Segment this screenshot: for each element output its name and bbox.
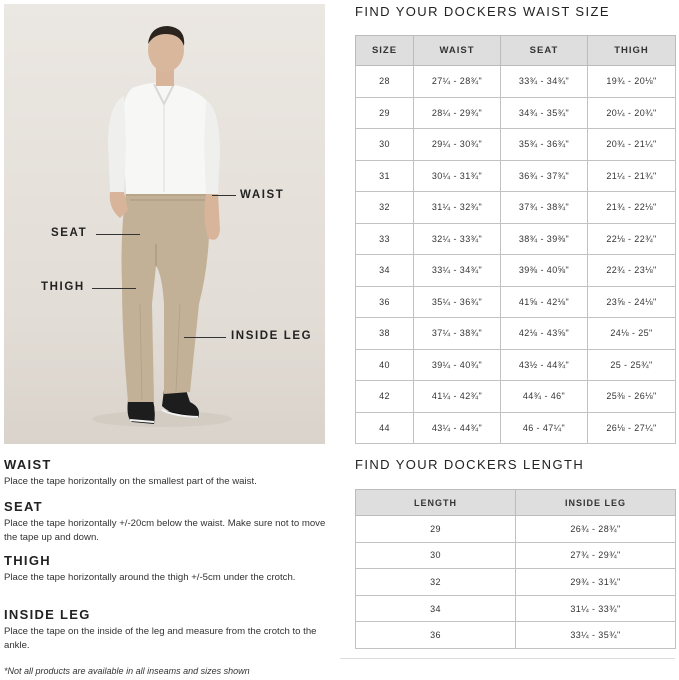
instruction-text: Place the tape on the inside of the leg and measure from the crotch to the ankle. — [4, 626, 317, 651]
table-cell: 31 — [356, 160, 414, 192]
table-cell: 40 — [356, 349, 414, 381]
length-title: FIND YOUR DOCKERS LENGTH — [355, 457, 585, 472]
table-cell: 41⅝ - 42⅛" — [501, 286, 588, 318]
table-row — [356, 349, 676, 381]
inside-leg-instruction — [4, 607, 326, 653]
table-cell: 31¼ - 33¾" — [516, 595, 676, 622]
instruction-title: WAIST — [4, 457, 52, 472]
table-cell: 21¾ - 22⅛" — [588, 192, 676, 224]
instruction-title: INSIDE LEG — [4, 607, 91, 622]
table-cell: 26¾ - 28¾" — [516, 516, 676, 543]
table-cell: 23⅝ - 24⅛" — [588, 286, 676, 318]
table-row — [356, 66, 676, 98]
instruction-text: Place the tape horizontally around the thigh +/-5cm under the crotch. — [4, 572, 296, 583]
table-cell: 32 — [356, 192, 414, 224]
table-header-row — [356, 36, 676, 66]
table-row — [356, 516, 676, 543]
table-cell: 35¾ - 36¾" — [501, 129, 588, 161]
table-cell: 25⅜ - 26⅛" — [588, 381, 676, 413]
footnote: *Not all products are available in all inseams and sizes shown — [4, 666, 250, 676]
table-row — [356, 286, 676, 318]
model-illustration — [4, 4, 325, 444]
table-cell: 43¼ - 44¾" — [414, 412, 501, 444]
table-cell: 31¼ - 32¾" — [414, 192, 501, 224]
seat-marker-label: SEAT — [51, 227, 88, 239]
table-cell: 37¾ - 38¾" — [501, 192, 588, 224]
column-header: WAIST — [414, 36, 501, 66]
table-cell: 30¼ - 31¾" — [414, 160, 501, 192]
table-cell: 37¼ - 38¾" — [414, 318, 501, 350]
waist-size-title: FIND YOUR DOCKERS WAIST SIZE — [355, 4, 610, 19]
table-row — [356, 622, 676, 649]
table-row — [356, 542, 676, 569]
table-row — [356, 595, 676, 622]
table-cell: 29 — [356, 97, 414, 129]
table-cell: 44¾ - 46" — [501, 381, 588, 413]
table-cell: 30 — [356, 542, 516, 569]
table-cell: 30 — [356, 129, 414, 161]
table-cell: 39¼ - 40¾" — [414, 349, 501, 381]
waist-marker-label: WAIST — [240, 189, 285, 201]
table-cell: 20¾ - 21¼" — [588, 129, 676, 161]
table-cell: 46 - 47¼" — [501, 412, 588, 444]
table-cell: 43½ - 44¾" — [501, 349, 588, 381]
table-row — [356, 223, 676, 255]
thigh-instruction — [4, 553, 326, 585]
column-header: INSIDE LEG — [516, 490, 676, 516]
table-cell: 44 — [356, 412, 414, 444]
table-cell: 22¾ - 23⅛" — [588, 255, 676, 287]
table-cell: 29 — [356, 516, 516, 543]
table-row — [356, 569, 676, 596]
table-cell: 28 — [356, 66, 414, 98]
table-cell: 33¾ - 34¾" — [501, 66, 588, 98]
table-cell: 32¼ - 33¾" — [414, 223, 501, 255]
thigh-marker-line — [92, 288, 136, 289]
table-cell: 33¼ - 35¾" — [516, 622, 676, 649]
column-header: LENGTH — [356, 490, 516, 516]
table-cell: 22⅛ - 22¾" — [588, 223, 676, 255]
table-cell: 36 — [356, 622, 516, 649]
table-row — [356, 255, 676, 287]
model-photo — [4, 4, 325, 444]
waist-marker-line — [212, 195, 236, 196]
waist-instruction — [4, 457, 326, 489]
table-cell: 42 — [356, 381, 414, 413]
waist-size-table — [355, 35, 676, 444]
table-cell: 35¼ - 36¾" — [414, 286, 501, 318]
table-cell: 28¼ - 29¾" — [414, 97, 501, 129]
inside-leg-marker-line — [184, 337, 226, 338]
column-header: SEAT — [501, 36, 588, 66]
table-cell: 24⅛ - 25" — [588, 318, 676, 350]
table-cell: 34 — [356, 595, 516, 622]
table-cell: 34 — [356, 255, 414, 287]
table-cell: 29¾ - 31¾" — [516, 569, 676, 596]
instruction-title: THIGH — [4, 553, 51, 568]
table-cell: 20¼ - 20¾" — [588, 97, 676, 129]
table-cell: 27¼ - 28¾" — [414, 66, 501, 98]
table-cell: 38¾ - 39⅜" — [501, 223, 588, 255]
thigh-marker-label: THIGH — [41, 281, 85, 293]
table-cell: 36 — [356, 286, 414, 318]
table-row — [356, 412, 676, 444]
column-header: THIGH — [588, 36, 676, 66]
table-cell: 39⅜ - 40⅝" — [501, 255, 588, 287]
table-cell: 32 — [356, 569, 516, 596]
table-row — [356, 381, 676, 413]
length-table — [355, 489, 676, 649]
table-cell: 25 - 25¾" — [588, 349, 676, 381]
table-cell: 36¾ - 37¾" — [501, 160, 588, 192]
table-row — [356, 97, 676, 129]
table-cell: 33¼ - 34¾" — [414, 255, 501, 287]
table-row — [356, 318, 676, 350]
table-row — [356, 192, 676, 224]
table-cell: 38 — [356, 318, 414, 350]
instruction-text: Place the tape horizontally +/-20cm below the waist. Make sure not to move the tape up and down. — [4, 518, 326, 543]
table-cell: 33 — [356, 223, 414, 255]
table-row — [356, 129, 676, 161]
table-cell: 26⅛ - 27¼" — [588, 412, 676, 444]
table-cell: 27¾ - 29¾" — [516, 542, 676, 569]
instruction-text: Place the tape horizontally on the smallest part of the waist. — [4, 476, 257, 487]
seat-instruction — [4, 499, 326, 545]
table-cell: 21¼ - 21¾" — [588, 160, 676, 192]
column-header: SIZE — [356, 36, 414, 66]
instruction-title: SEAT — [4, 499, 43, 514]
table-cell: 19¾ - 20⅛" — [588, 66, 676, 98]
inside-leg-marker-label: INSIDE LEG — [231, 330, 313, 342]
table-row — [356, 160, 676, 192]
table-cell: 42⅛ - 43⅝" — [501, 318, 588, 350]
table-cell: 29¼ - 30¾" — [414, 129, 501, 161]
table-cell: 41¼ - 42¾" — [414, 381, 501, 413]
table-header-row — [356, 490, 676, 516]
divider — [340, 658, 675, 659]
seat-marker-line — [96, 234, 140, 235]
table-cell: 34¾ - 35¾" — [501, 97, 588, 129]
